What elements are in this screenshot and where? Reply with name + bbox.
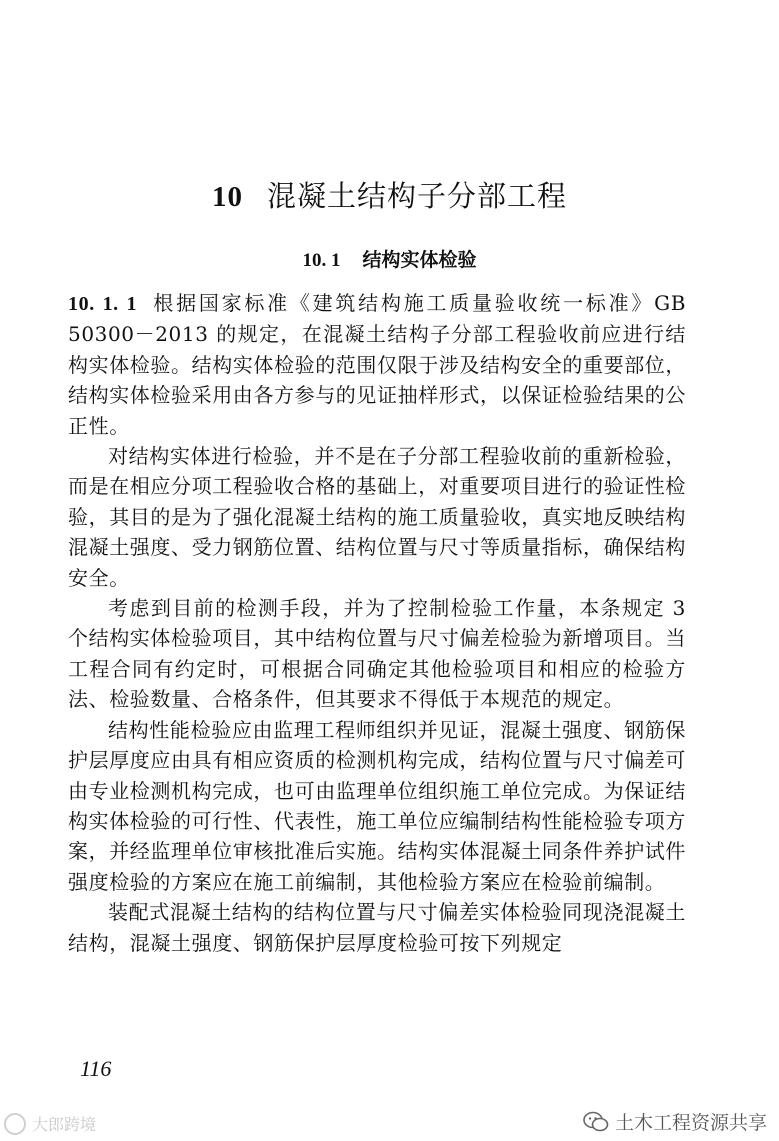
paragraph-4: 结构性能检验应由监理工程师组织并见证，混凝土强度、钢筋保护层厚度应由具有相应资质的检测机构完成，结构位置与尺寸偏差可由专业检测机构完成，也可由监理单位组织施工单位完成。为保证结构实体检验的可行性、代表性，施工单位应编制结构性能检验专项方案，并经监理单位审核批准后实施。结构实体混凝土同条件养护试件强度检验的方案应在施工前编制，其他检验方案应在检验前编制。 (68, 717, 686, 894)
section-title (0, 245, 779, 272)
logo-mark-icon (4, 1113, 26, 1135)
section-title-text: 结构实体检验 (362, 249, 477, 271)
paragraph-3: 考虑到目前的检测手段，并为了控制检验工作量，本条规定 3 个结构实体检验项目，其中结构位置与尺寸偏差检验为新增项目。当工程合同有约定时，可根据合同确定其他检验项目和相应的检验方法、检验数量、合格条件，但其要求不得低于本规范的规定。 (68, 596, 686, 712)
watermark-left (4, 1112, 96, 1135)
body-text (68, 288, 686, 958)
chapter-title-text: 混凝土结构子分部工程 (266, 179, 567, 213)
section-number: 10. 1 (302, 250, 341, 271)
watermark-right-text: 土木工程资源共享 (614, 1112, 767, 1134)
watermark-right (583, 1108, 767, 1135)
watermark-left-text: 大郎跨境 (32, 1115, 97, 1134)
paragraph-2: 对结构实体进行检验，并不是在子分部工程验收前的重新检验，而是在相应分项工程验收合格的基础上，对重要项目进行的验证性检验，其目的是为了强化混凝土结构的施工质量验收，真实地反映结构混凝土强度、受力钢筋位置、结构位置与尺寸等质量指标，确保结构安全。 (68, 444, 686, 590)
wechat-icon (583, 1111, 609, 1133)
clause-number: 10. 1. 1 (68, 293, 138, 315)
paragraph-5: 装配式混凝土结构的结构位置与尺寸偏差实体检验同现浇混凝土结构，混凝土强度、钢筋保护层厚度检验可按下列规定 (68, 900, 686, 955)
page-number: 116 (80, 1056, 112, 1081)
chapter-number: 10 (211, 181, 243, 213)
clause-paragraph (68, 288, 686, 441)
chapter-title (0, 174, 779, 215)
paragraph-1-text: 根据国家标准《建筑结构施工质量验收统一标准》GB 50300－2013 的规定，在混凝土结构子分部工程验收前应进行结构实体检验。结构实体检验的范围仅限于涉及结构安全的重要部位，结构实体检验采用由各方参与的见证抽样形式，以保证检验结果的公正性。 (68, 291, 686, 438)
